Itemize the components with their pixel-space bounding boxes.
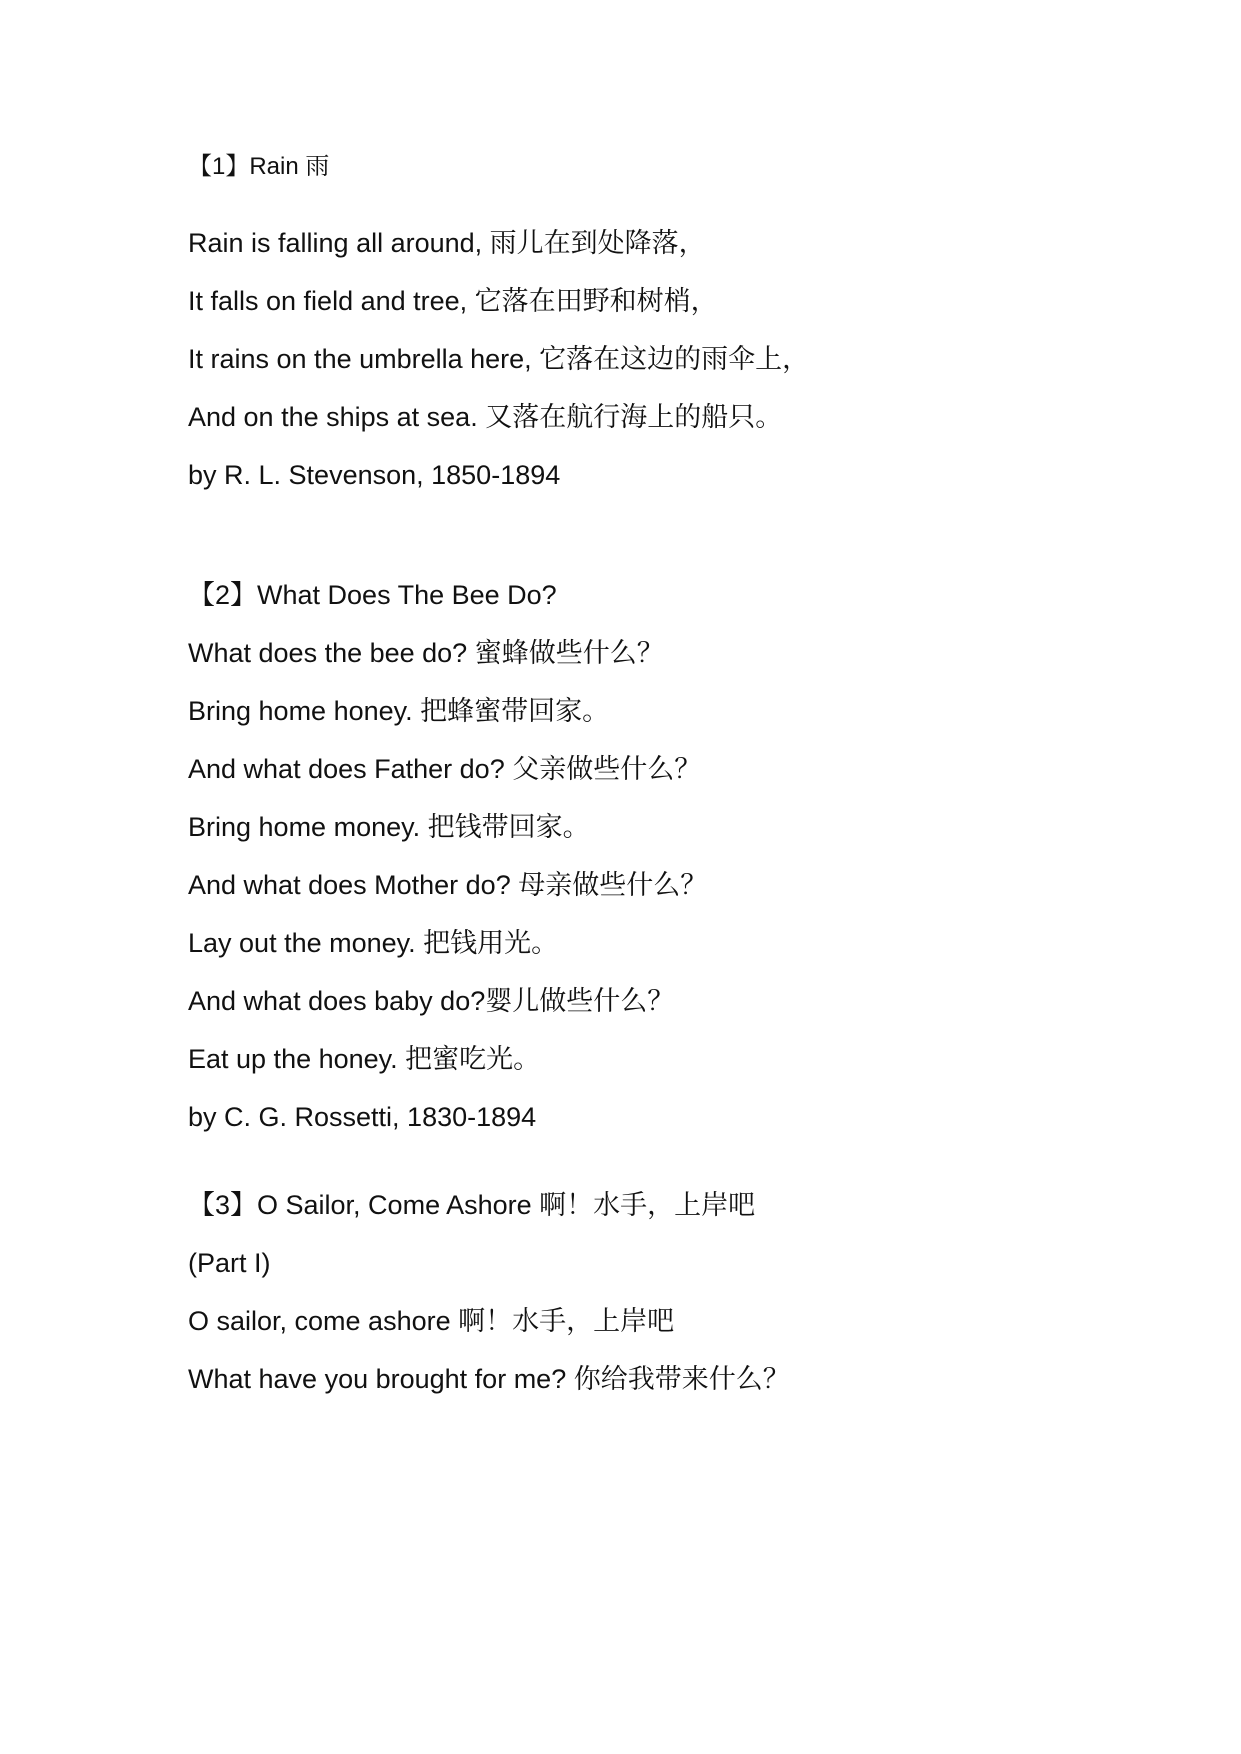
poem-2-author: by C. G. Rossetti, 1830-1894 [188, 1102, 537, 1132]
poem-3-heading: 【3】O Sailor, Come Ashore 啊！水手，上岸吧 [188, 1190, 756, 1220]
poem-1-line-3: It rains on the umbrella here, 它落在这边的雨伞上， [188, 344, 810, 374]
poem-2-line-1: What does the bee do? 蜜蜂做些什么？ [188, 638, 664, 668]
poem-2-line-5: And what does Mother do? 母亲做些什么？ [188, 870, 708, 900]
poem-1-author: by R. L. Stevenson, 1850-1894 [188, 460, 561, 490]
poem-2-line-4: Bring home money. 把钱带回家。 [188, 812, 590, 842]
poem-1-line-1: Rain is falling all around, 雨儿在到处降落， [188, 228, 706, 258]
poem-2-heading: 【2】What Does The Bee Do? [188, 580, 557, 610]
poem-2-line-7: And what does baby do?婴儿做些什么？ [188, 986, 675, 1016]
poem-1-heading: 【1】Rain 雨 [188, 153, 330, 180]
poem-1-line-4: And on the ships at sea. 又落在航行海上的船只。 [188, 402, 783, 432]
poem-3-subheading: (Part I) [188, 1248, 271, 1278]
poem-2-line-3: And what does Father do? 父亲做些什么？ [188, 754, 702, 784]
poem-2-line-2: Bring home honey. 把蜂蜜带回家。 [188, 696, 610, 726]
poem-2-line-8: Eat up the honey. 把蜜吃光。 [188, 1044, 541, 1074]
poem-1-line-2: It falls on field and tree, 它落在田野和树梢， [188, 286, 718, 316]
poem-3-line-2: What have you brought for me? 你给我带来什么？ [188, 1364, 790, 1394]
poem-3-line-1: O sailor, come ashore 啊！水手，上岸吧 [188, 1306, 675, 1336]
poem-2-line-6: Lay out the money. 把钱用光。 [188, 928, 559, 958]
